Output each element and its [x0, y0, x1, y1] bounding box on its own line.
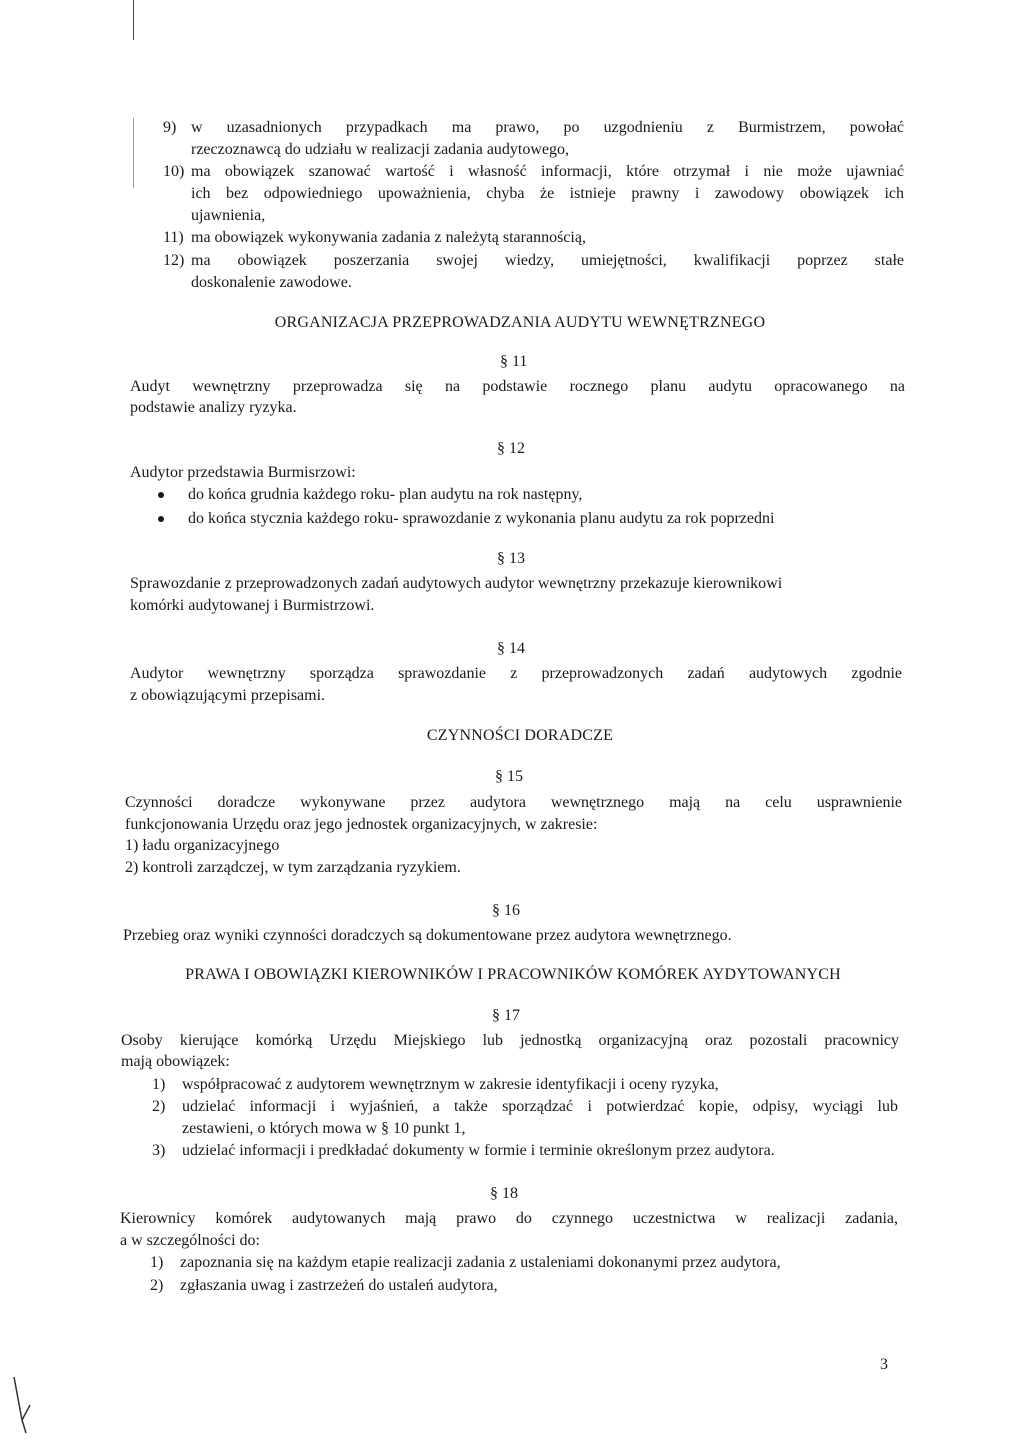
paragraph-text: Sprawozdanie z przeprowadzonych zadań audytowych audytor wewnętrzny przekazuje kierownikowi — [130, 575, 783, 592]
list-item-line: doskonalenie zawodowe. — [191, 274, 352, 291]
paragraph-text: Czynności doradcze wykonywane przez audytora wewnętrznego mają na celu usprawnienie — [125, 794, 902, 811]
scan-mark-icon — [0, 1375, 40, 1435]
list-item-line: ma obowiązek poszerzania swojej wiedzy, umiejętności, kwalifikacji poprzez stałe — [191, 252, 904, 269]
list-item-line: ujawnienia, — [191, 207, 266, 224]
list-number: 1) — [150, 1254, 164, 1271]
list-number: 11) — [163, 229, 184, 246]
list-item-line: ma obowiązek wykonywania zadania z należytą starannością, — [191, 229, 586, 246]
paragraph-text: Osoby kierujące komórką Urzędu Miejskiego lub jednostką organizacyjną oraz pozostali pracownicy — [121, 1032, 899, 1049]
paragraph-text: Audytor przedstawia Burmisrzowi: — [130, 464, 356, 481]
list-number: 9) — [163, 119, 177, 136]
list-item-line: ich bez odpowiedniego upoważnienia, chyba że istnieje prawny i zawodowy obowiązek ich — [191, 185, 904, 202]
paragraph-sign: § 13 — [497, 550, 525, 567]
section-heading: CZYNNOŚCI DORADCZE — [426, 727, 614, 744]
list-item-line: udzielać informacji i predkładać dokumenty w formie i terminie określonym przez audytora. — [182, 1142, 775, 1159]
scan-margin-line — [133, 0, 134, 40]
paragraph-text: Kierownicy komórek audytowanych mają prawo do czynnego uczestnictwa w realizacji zadania, — [120, 1210, 898, 1227]
paragraph-sign: § 14 — [497, 640, 525, 657]
paragraph-sign: § 18 — [490, 1185, 518, 1202]
paragraph-sign: § 12 — [497, 440, 525, 457]
list-number: 2) — [150, 1277, 164, 1294]
bullet-text: do końca grudnia każdego roku- plan audytu na rok następny, — [188, 486, 583, 503]
paragraph-text: podstawie analizy ryzyka. — [130, 399, 297, 416]
list-item-line: zestawieni, o których mowa w § 10 punkt 1, — [182, 1120, 466, 1137]
list-number: 12) — [163, 252, 185, 269]
paragraph-text: mają obowiązek: — [121, 1053, 230, 1070]
bullet — [158, 516, 164, 522]
list-item-line: w uzasadnionych przypadkach ma prawo, po uzgodnieniu z Burmistrzem, powołać — [191, 119, 904, 136]
paragraph-sign: § 17 — [492, 1007, 520, 1024]
paragraph-text: 2) kontroli zarządczej, w tym zarządzania ryzykiem. — [125, 859, 461, 876]
list-item-line: zapoznania się na każdym etapie realizacji zadania z ustaleniami dokonanymi przez audytora, — [180, 1254, 781, 1271]
paragraph-sign: § 15 — [495, 768, 523, 785]
list-number: 3) — [152, 1142, 166, 1159]
paragraph-text: Przebieg oraz wyniki czynności doradczych są dokumentowane przez audytora wewnętrznego. — [123, 927, 732, 944]
list-item-line: udzielać informacji i wyjaśnień, a także sporządzać i potwierdzać kopie, odpisy, wyciągi lub — [182, 1098, 898, 1115]
scan-margin-line-2 — [133, 118, 134, 188]
list-item-line: rzeczoznawcą do udziału w realizacji zadania audytowego, — [191, 141, 570, 158]
paragraph-text: Audytor wewnętrzny sporządza sprawozdanie z przeprowadzonych zadań audytowych zgodnie — [130, 665, 902, 682]
list-number: 2) — [152, 1098, 166, 1115]
list-number: 1) — [152, 1076, 166, 1093]
list-item-line: zgłaszania uwag i zastrzeżeń do ustaleń audytora, — [180, 1277, 498, 1294]
list-item-line: ma obowiązek szanować wartość i własność informacji, które otrzymał i nie może ujawniać — [191, 163, 904, 180]
paragraph-text: a w szczególności do: — [120, 1232, 260, 1249]
paragraph-text: Audyt wewnętrzny przeprowadza się na podstawie rocznego planu audytu opracowanego na — [130, 378, 905, 395]
paragraph-text: funkcjonowania Urzędu oraz jego jednostek organizacyjnych, w zakresie: — [125, 816, 598, 833]
page-number: 3 — [880, 1356, 888, 1373]
paragraph-text: z obowiązującymi przepisami. — [130, 687, 326, 704]
paragraph-text: 1) ładu organizacyjnego — [125, 837, 280, 854]
section-heading: ORGANIZACJA PRZEPROWADZANIA AUDYTU WEWNĘTRZNEGO — [274, 314, 766, 331]
paragraph-sign: § 11 — [500, 353, 528, 370]
bullet — [158, 492, 164, 498]
paragraph-sign: § 16 — [492, 902, 520, 919]
section-heading: PRAWA I OBOWIĄZKI KIEROWNIKÓW I PRACOWNIKÓW KOMÓREK AYDYTOWANYCH — [185, 966, 841, 983]
list-item-line: współpracować z audytorem wewnętrznym w zakresie identyfikacji i oceny ryzyka, — [182, 1076, 719, 1093]
list-number: 10) — [163, 163, 185, 180]
paragraph-text: komórki audytowanej i Burmistrzowi. — [130, 597, 375, 614]
bullet-text: do końca stycznia każdego roku- sprawozdanie z wykonania planu audytu za rok poprzedni — [188, 510, 775, 527]
